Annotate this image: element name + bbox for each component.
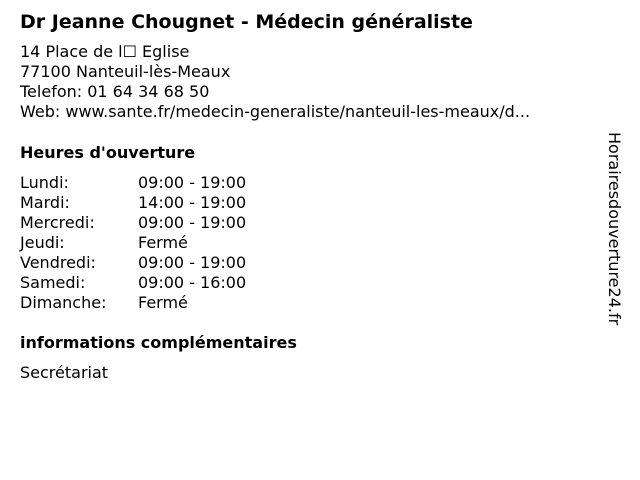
time-value: 09:00 - 19:00 — [138, 253, 247, 272]
site-watermark: Horairesdouverture24.fr — [605, 132, 624, 326]
opening-hours-heading: Heures d'ouverture — [20, 143, 196, 162]
day-label: Dimanche: — [20, 293, 107, 312]
phone-row — [20, 82, 595, 102]
hours-row-sunday — [20, 293, 595, 313]
web-label: Web: — [20, 102, 66, 121]
hours-row-friday — [20, 253, 595, 273]
phone-label: Telefon: — [20, 82, 88, 101]
time-value: Fermé — [138, 293, 188, 312]
time-value: 14:00 - 19:00 — [138, 193, 247, 212]
time-value: Fermé — [138, 233, 188, 252]
opening-hours-list — [20, 173, 595, 313]
hours-row-tuesday — [20, 193, 595, 213]
day-label: Vendredi: — [20, 253, 96, 272]
phone-number[interactable]: 01 64 34 68 50 — [87, 82, 210, 101]
hours-row-wednesday — [20, 213, 595, 233]
website-link[interactable]: www.sante.fr/medecin-generaliste/nanteuil-les-meaux/d... — [65, 102, 531, 121]
time-value: 09:00 - 19:00 — [138, 213, 247, 232]
address-line-1: 14 Place de l☐ Eglise — [20, 42, 190, 61]
day-label: Mardi: — [20, 193, 70, 212]
day-label: Samedi: — [20, 273, 86, 292]
hours-row-saturday — [20, 273, 595, 293]
time-value: 09:00 - 16:00 — [138, 273, 247, 292]
address-line-2: 77100 Nanteuil-lès-Meaux — [20, 62, 231, 81]
business-card — [20, 10, 595, 383]
additional-info-heading: informations complémentaires — [20, 333, 297, 352]
hours-row-thursday — [20, 233, 595, 253]
day-label: Lundi: — [20, 173, 69, 192]
day-label: Mercredi: — [20, 213, 95, 232]
web-row — [20, 102, 595, 122]
day-label: Jeudi: — [20, 233, 65, 252]
time-value: 09:00 - 19:00 — [138, 173, 247, 192]
additional-info-text: Secrétariat — [20, 363, 109, 382]
page-title: Dr Jeanne Chougnet - Médecin généraliste — [20, 11, 473, 33]
hours-row-monday — [20, 173, 595, 193]
